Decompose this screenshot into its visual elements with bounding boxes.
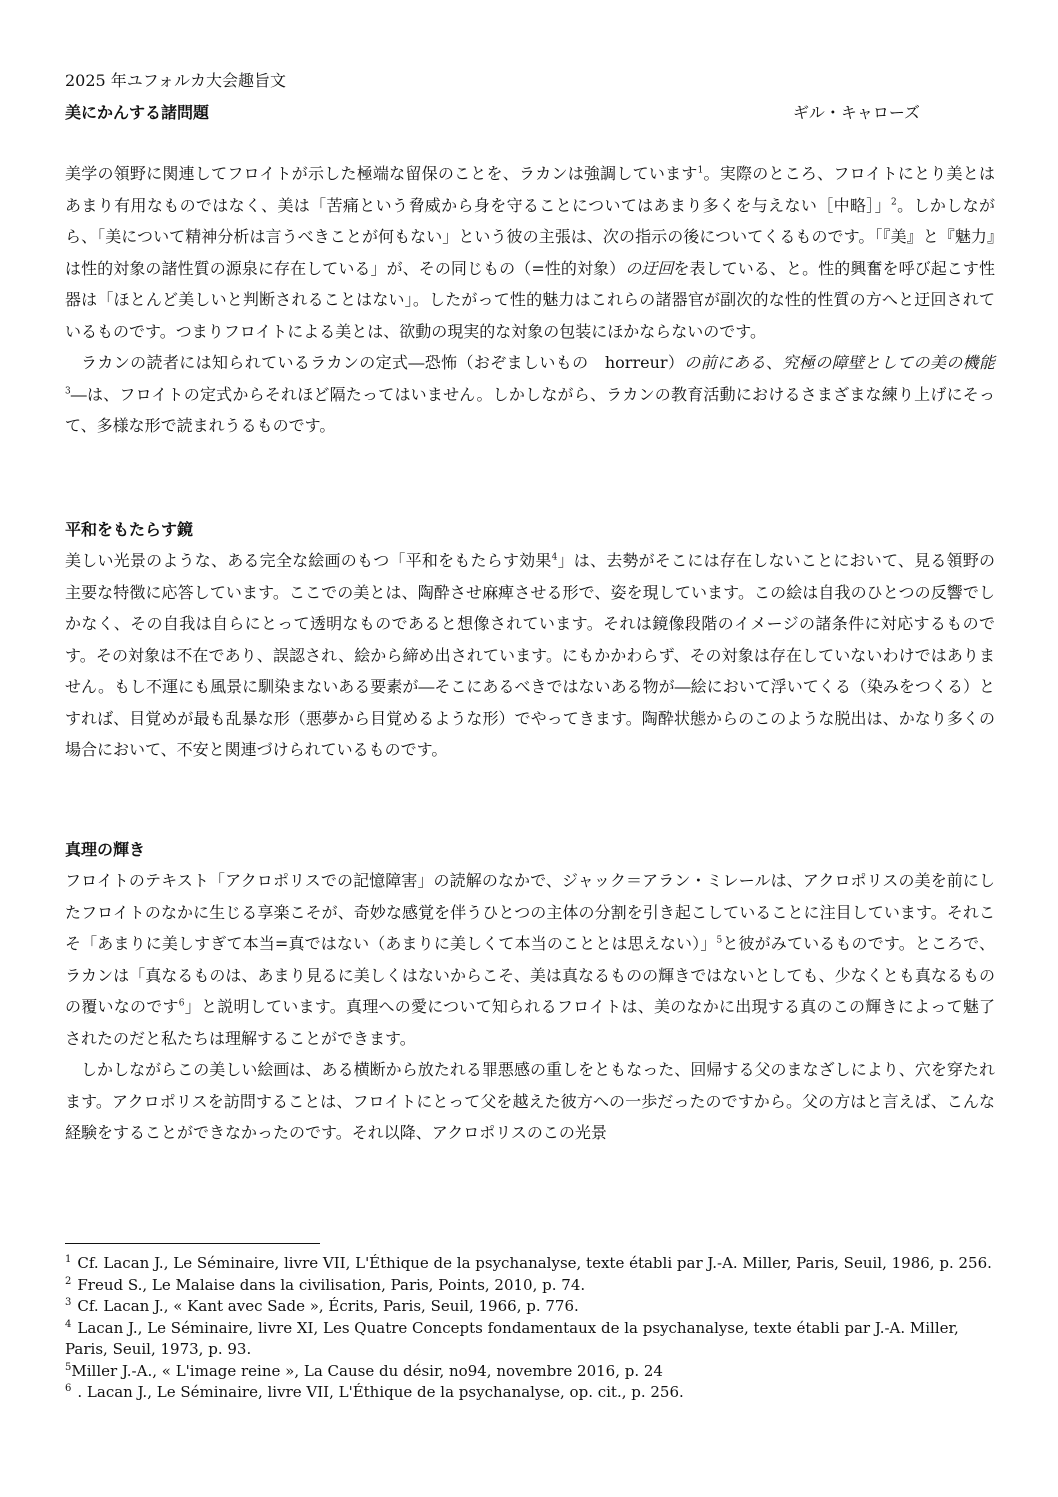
footnote: $^2$ Freud S., Le Malaise dans la civilisation, Paris, Points, 2010, p. 74. xyxy=(65,1275,586,1294)
author-name: ギル・キャローズ xyxy=(793,103,921,122)
footnote-number: 1 xyxy=(65,1254,72,1265)
emphasis-text: 究極の障壁としての美の機能 xyxy=(782,353,995,372)
footnote-number: 5 xyxy=(65,1361,72,1373)
section-paragraph: フロイトのテキスト「アクロポリスでの記憶障害」の読解のなかで、ジャック＝アラン・ミレールは、アクロポリスの美を前にしたフロイトのなかに生じる享楽こそが、奇妙な感覚を伴うひとつの主体の分割を引き起こしていることに注目しています。それこそ「あまりに美しすぎて本当=真ではない（あまりに美しくて本当のこととは思えない）」$^5$と彼がみているものです。ところで、ラカンは「真なるものは、あまり見るに美しくはないからこそ、美は真なるものの輝きではないとしても、少なくとも真なるものの覆いなのです$^6$」と説明しています。真理への愛について知られるフロイトは、美のなかに出現する真のこの輝きによって魅了されたのだと私たちは理解することができます。 xyxy=(65,871,995,1048)
section-paragraph: 美しい光景のような、ある完全な絵画のもつ「平和をもたらす効果$^4$」は、去勢がそこには存在しないことにおいて、見る領野の主要な特徴に応答しています。ここでの美とは、陶酔させ麻痺させる形で、姿を現しています。この絵は自我のひとつの反響でしかなく、その自我は自らにとって透明なものであると想像されています。それは鏡像段階のイメージの諸条件に対応するものです。その対象は不在であり、誤認され、絵から締め出されています。にもかかわらず、その対象は存在していないわけではありません。もし不運にも風景に馴染まないある要素が―そこにあるべきではないある物が―絵において浮いてくる（染みをつくる）とすれば、目覚めが最も乱暴な形（悪夢から目覚めるような形）でやってきます。陶酔状態からのこのような脱出は、かなり多くの場合において、不安と関連づけられているものです。 xyxy=(65,551,995,759)
section-paragraph: しかしながらこの美しい絵画は、ある横断から放たれる罪悪感の重しをともなった、回帰する父のまなざしにより、穴を穿たれます。アクロポリスを訪問することは、フロイトにとって父を越えた彼方への一歩だったのですから。父の方はと言えば、こんな経験をすることができなかったのです。それ以降、アクロポリスのこの光景 xyxy=(65,1060,995,1142)
footnote-ref-6: 6 xyxy=(178,998,185,1009)
footnote-ref-4: 4 xyxy=(551,552,558,563)
footnote-number: 6 xyxy=(65,1383,72,1394)
emphasis-text: の前にある xyxy=(684,353,767,372)
footnote-number: 3 xyxy=(65,1297,72,1308)
footnote-ref-3: 3 xyxy=(65,386,71,397)
footnote-number: 2 xyxy=(65,1275,72,1287)
footnote: $^4$ Lacan J., Le Séminaire, livre XI, Les Quatre Concepts fondamentaux de la psychanalyse, texte établi par J.-A. Miller, Paris, Seuil, 1973, p. 93. xyxy=(65,1318,959,1358)
section-heading: 平和をもたらす鏡 xyxy=(65,520,194,539)
footnote: $^5$Miller J.-A., « L'image reine », La Cause du désir, no94, novembre 2016, p. 24 xyxy=(65,1361,663,1380)
footnote: $^3$ Cf. Lacan J., « Kant avec Sade », Écrits, Paris, Seuil, 1966, p. 776. xyxy=(65,1297,579,1315)
document-title: 美にかんする諸問題 xyxy=(65,103,210,122)
footnotes xyxy=(65,1253,995,1404)
footnote-ref-5: 5 xyxy=(716,935,723,946)
footnote: $^1$ Cf. Lacan J., Le Séminaire, livre VII, L'Éthique de la psychanalyse, texte établi par J.-A. Miller, Paris, Seuil, 1986, p. 256. xyxy=(65,1254,992,1272)
section-heading: 真理の輝き xyxy=(65,840,146,859)
emphasis-text: の迂回 xyxy=(625,258,674,278)
document-subtitle: 2025 年ユフォルカ大会趣旨文 xyxy=(65,71,287,90)
footnote-ref-2: 2 xyxy=(891,197,897,208)
intro-paragraph-2: ラカンの読者には知られているラカンの定式―恐怖（おぞましいもの horreur）の前にある、究極の障壁としての美の機能$^3$―は、フロイトの定式からそれほど隔たってはいません。しかしながら、ラカンの教育活動におけるさまざまな練り上げにそって、多様な形で読まれうるものです。 xyxy=(65,353,995,435)
footnote-number: 4 xyxy=(65,1318,72,1330)
section-peace-mirror xyxy=(65,515,995,766)
footnote-divider xyxy=(65,1243,320,1244)
intro-paragraph-1: 美学の領野に関連してフロイトが示した極端な留保のことを、ラカンは強調しています$^1$。実際のところ、フロイトにとり美とはあまり有用なものではなく、美は「苦痛という脅威から身を守ることについてはあまり多くを与えない［中略］」$^2$。しかしながら、「美について精神分析は言うべきことが何もない」という彼の主張は、次の指示の後についてくるものです。「『美』と『魅力』は性的対象の諸性質の源泉に存在している」が、その同じもの（=性的対象）の迂回を表している、と。性的興奮を呼び起こす性器は「ほとんど美しいと判断されることはない」。したがって性的魅力はこれらの諸器官が副次的な性的性質の方へと迂回されているものです。つまりフロイトによる美とは、欲動の現実的な対象の包装にほかならないのです。 xyxy=(65,164,995,341)
footnote: $^6$ . Lacan J., Le Séminaire, livre VII, L'Éthique de la psychanalyse, op. cit., p. 256. xyxy=(65,1383,684,1401)
intro-section xyxy=(65,158,995,442)
section-truth-radiance xyxy=(65,835,995,1149)
footnote-ref-1: 1 xyxy=(697,165,704,176)
